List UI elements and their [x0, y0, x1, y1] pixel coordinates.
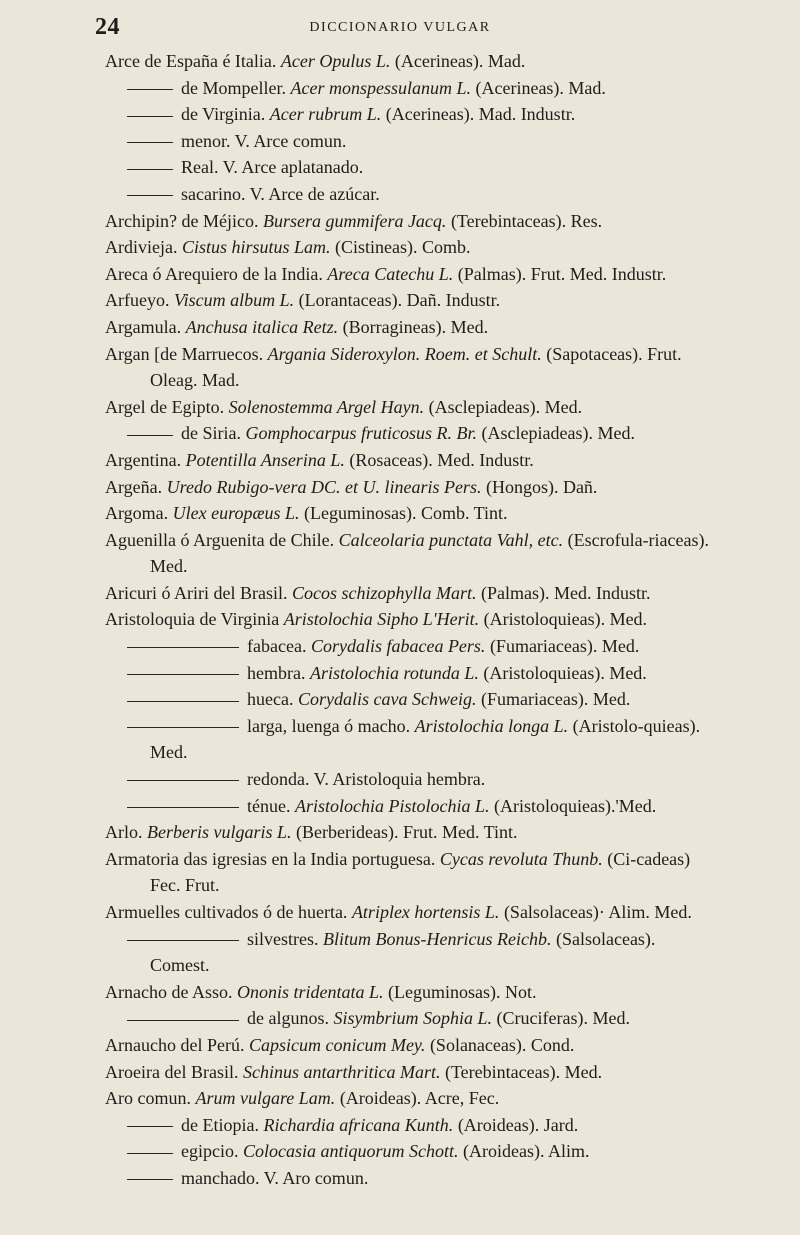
- common-name: Aristoloquia de Virginia: [105, 609, 280, 630]
- dictionary-entry: [105, 606, 718, 633]
- common-name: menor. V. Arce comun.: [181, 130, 347, 151]
- dictionary-entry: [105, 766, 718, 793]
- scientific-name: Aristolochia rotunda L.: [309, 662, 479, 683]
- common-name: Arfueyo.: [105, 290, 170, 311]
- common-name: Argeña.: [105, 476, 163, 497]
- dictionary-entry: [105, 154, 718, 181]
- dictionary-entry: [105, 1085, 718, 1112]
- common-name: Argentina.: [105, 449, 182, 470]
- common-name: de Siria.: [181, 423, 241, 444]
- common-name: fabacea.: [247, 636, 307, 657]
- common-name: redonda. V. Aristoloquia hembra.: [247, 769, 486, 790]
- entry-notes: (Aristoloquieas). Med.: [483, 609, 648, 630]
- common-name: de Virginia.: [181, 104, 266, 125]
- entry-list: [105, 48, 718, 1192]
- common-name: de algunos.: [247, 1008, 329, 1029]
- common-name: ténue.: [247, 795, 291, 816]
- scientific-name: Cocos schizophylla Mart.: [291, 582, 477, 603]
- dictionary-entry: [105, 314, 718, 341]
- common-name: Armatoria das igresias en la India portuguesa.: [105, 848, 436, 869]
- entry-notes: (Aroideas). Jard.: [457, 1114, 579, 1135]
- entry-notes: (Rosaceas). Med. Industr.: [349, 449, 534, 470]
- dictionary-entry: [105, 926, 718, 979]
- common-name: Aroeira del Brasil.: [105, 1061, 239, 1082]
- entry-notes: (Aristolo-quieas). Med.: [150, 715, 701, 763]
- ditto-dash: [127, 116, 173, 117]
- entry-notes: (Acerineas). Mad.: [394, 51, 526, 71]
- ditto-dash: [127, 1126, 173, 1127]
- entry-notes: (Cruciferas). Med.: [496, 1008, 630, 1029]
- dictionary-entry: [105, 1138, 718, 1165]
- common-name: larga, luenga ó macho.: [247, 715, 411, 736]
- ditto-dash: [127, 169, 173, 170]
- dictionary-entry: [105, 75, 718, 102]
- running-head: DICCIONARIO VULGAR: [309, 20, 491, 35]
- scientific-name: Ononis tridentata L.: [236, 981, 384, 1002]
- ditto-dash: [127, 142, 173, 143]
- scientific-name: Areca Catechu L.: [327, 263, 454, 284]
- common-name: de Mompeller.: [181, 77, 286, 98]
- dictionary-entry: [105, 447, 718, 474]
- scientific-name: Gomphocarpus fruticosus R. Br.: [245, 423, 478, 444]
- scientific-name: Potentilla Anserina L.: [185, 449, 345, 470]
- scientific-name: Aristolochia longa L.: [414, 715, 569, 736]
- scientific-name: Corydalis cava Schweig.: [297, 689, 477, 710]
- entry-notes: (Aristoloquieas).'Med.: [494, 795, 657, 816]
- dictionary-entry: [105, 181, 718, 208]
- dictionary-entry: [105, 633, 718, 660]
- scientific-name: Cistus hirsutus Lam.: [181, 237, 331, 258]
- scientific-name: Blitum Bonus-Henricus Reichb.: [323, 928, 552, 949]
- dictionary-entry: [105, 819, 718, 846]
- ditto-dash: [127, 940, 239, 941]
- entry-notes: (Leguminosas). Not.: [388, 981, 537, 1002]
- scientific-name: Argania Sideroxylon. Roem. et Schult.: [267, 343, 542, 364]
- dictionary-entry: [105, 1059, 718, 1086]
- entry-notes: (Cistineas). Comb.: [335, 237, 471, 258]
- dictionary-entry: [105, 474, 718, 501]
- common-name: Argamula.: [105, 316, 182, 337]
- entry-notes: (Ci-cadeas) Fec. Frut.: [150, 848, 691, 896]
- common-name: Arnaucho del Perú.: [105, 1034, 245, 1055]
- page-number: 24: [95, 14, 120, 40]
- dictionary-entry: [105, 394, 718, 421]
- ditto-dash: [127, 195, 173, 196]
- common-name: Arce de España é Italia.: [105, 51, 277, 71]
- scientific-name: Richardia africana Kunth.: [263, 1114, 454, 1135]
- common-name: Archipin? de Méjico.: [105, 210, 259, 231]
- common-name: Aricuri ó Ariri del Brasil.: [105, 582, 288, 603]
- common-name: Armuelles cultivados ó de huerta.: [105, 902, 348, 922]
- dictionary-entry: [105, 1112, 718, 1139]
- ditto-dash: [127, 1153, 173, 1154]
- entry-notes: (Acerineas). Mad. Industr.: [385, 104, 576, 125]
- scientific-name: Uredo Rubigo-vera DC. et U. linearis Pers.: [166, 476, 482, 497]
- scientific-name: Acer rubrum L.: [269, 104, 382, 125]
- entry-notes: (Fumariaceas). Med.: [480, 689, 631, 710]
- scientific-name: Schinus antarthritica Mart.: [242, 1061, 441, 1082]
- entry-notes: (Borragineas). Med.: [342, 316, 489, 337]
- dictionary-entry: [105, 580, 718, 607]
- entry-notes: (Asclepiadeas). Med.: [428, 396, 583, 417]
- dictionary-entry: [105, 261, 718, 288]
- scientific-name: Ulex europæus L.: [172, 503, 300, 524]
- dictionary-entry: [105, 287, 718, 314]
- common-name: sacarino. V. Arce de azúcar.: [181, 183, 380, 204]
- dictionary-entry: [105, 234, 718, 261]
- common-name: Ardivieja.: [105, 237, 178, 258]
- scientific-name: Arum vulgare Lam.: [195, 1088, 336, 1109]
- common-name: Argan [de Marruecos.: [105, 343, 264, 364]
- dictionary-entry: [105, 48, 718, 75]
- entry-notes: (Hongos). Dañ.: [485, 476, 598, 497]
- dictionary-entry: [105, 208, 718, 235]
- dictionary-entry: [105, 713, 718, 766]
- dictionary-entry: [105, 979, 718, 1006]
- scientific-name: Aristolochia Pistolochia L.: [294, 795, 490, 816]
- scientific-name: Bursera gummifera Jacq.: [262, 210, 447, 231]
- scientific-name: Acer Opulus L.: [280, 51, 391, 71]
- common-name: Aro comun.: [105, 1088, 191, 1109]
- entry-notes: (Berberideas). Frut. Med. Tint.: [296, 822, 518, 843]
- ditto-dash: [127, 435, 173, 436]
- entry-notes: (Escrofula-riaceas). Med.: [150, 529, 710, 577]
- entry-notes: (Aroideas). Acre, Fec.: [339, 1088, 500, 1109]
- entry-notes: (Fumariaceas). Med.: [489, 636, 640, 657]
- common-name: Real. V. Arce aplatanado.: [181, 157, 364, 178]
- entry-notes: (Terebintaceas). Med.: [444, 1061, 603, 1082]
- dictionary-entry: [105, 128, 718, 155]
- dictionary-entry: [105, 527, 718, 580]
- ditto-dash: [127, 89, 173, 90]
- scientific-name: Sisymbrium Sophia L.: [333, 1008, 492, 1029]
- entry-notes: (Aristoloquieas). Med.: [483, 662, 647, 683]
- entry-notes: (Lorantaceas). Dañ. Industr.: [298, 290, 501, 311]
- entry-notes: (Leguminosas). Comb. Tint.: [304, 503, 508, 524]
- common-name: egipcio.: [181, 1141, 239, 1162]
- dictionary-entry: [105, 1165, 718, 1192]
- entry-notes: (Palmas). Frut. Med. Industr.: [457, 263, 667, 284]
- scientific-name: Viscum album L.: [173, 290, 295, 311]
- common-name: Argoma.: [105, 503, 169, 524]
- dictionary-entry: [105, 101, 718, 128]
- ditto-dash: [127, 647, 239, 648]
- common-name: hueca.: [247, 689, 294, 710]
- dictionary-entry: [105, 1032, 718, 1059]
- common-name: de Etiopia.: [181, 1114, 259, 1135]
- dictionary-entry: [105, 1005, 718, 1032]
- entry-notes: (Aroideas). Alim.: [462, 1141, 590, 1162]
- scientific-name: Calceolaria punctata Vahl, etc.: [338, 529, 564, 550]
- dictionary-entry: [105, 793, 718, 820]
- common-name: Aguenilla ó Arguenita de Chile.: [105, 529, 335, 550]
- ditto-dash: [127, 674, 239, 675]
- common-name: Arnacho de Asso.: [105, 981, 233, 1002]
- scientific-name: Acer monspessulanum L.: [290, 77, 471, 98]
- dictionary-entry: [105, 500, 718, 527]
- scientific-name: Berberis vulgaris L.: [147, 822, 292, 843]
- dictionary-entry: [105, 899, 718, 926]
- ditto-dash: [127, 807, 239, 808]
- entry-notes: (Acerineas). Mad.: [475, 77, 606, 98]
- entry-notes: (Solanaceas). Cond.: [429, 1034, 575, 1055]
- scientific-name: Corydalis fabacea Pers.: [310, 636, 486, 657]
- ditto-dash: [127, 727, 239, 728]
- entry-notes: (Terebintaceas). Res.: [450, 210, 603, 231]
- scientific-name: Capsicum conicum Mey.: [248, 1034, 426, 1055]
- scientific-name: Anchusa italica Retz.: [185, 316, 339, 337]
- dictionary-entry: [105, 846, 718, 899]
- dictionary-entry: [105, 341, 718, 394]
- common-name: Areca ó Arequiero de la India.: [105, 263, 323, 284]
- ditto-dash: [127, 701, 239, 702]
- scientific-name: Atriplex hortensis L.: [351, 902, 500, 922]
- entry-notes: (Palmas). Med. Industr.: [480, 582, 651, 603]
- entry-notes: (Sapotaceas). Frut. Oleag. Mad.: [150, 343, 682, 391]
- scientific-name: Colocasia antiquorum Schott.: [242, 1141, 459, 1162]
- entry-notes: (Salsolaceas)· Alim. Med.: [503, 902, 692, 922]
- common-name: manchado. V. Aro comun.: [181, 1167, 369, 1188]
- scientific-name: Solenostemma Argel Hayn.: [228, 396, 425, 417]
- dictionary-entry: [105, 686, 718, 713]
- entry-notes: (Salsolaceas). Comest.: [150, 928, 656, 976]
- common-name: Argel de Egipto.: [105, 396, 225, 417]
- ditto-dash: [127, 780, 239, 781]
- ditto-dash: [127, 1020, 239, 1021]
- dictionary-entry: [105, 420, 718, 447]
- common-name: hembra.: [247, 662, 306, 683]
- scientific-name: Cycas revoluta Thunb.: [439, 848, 603, 869]
- common-name: Arlo.: [105, 822, 143, 843]
- scientific-name: Aristolochia Sipho L'Herit.: [283, 609, 480, 630]
- ditto-dash: [127, 1179, 173, 1180]
- entry-notes: (Asclepiadeas). Med.: [481, 423, 635, 444]
- dictionary-entry: [105, 660, 718, 687]
- common-name: silvestres.: [247, 928, 319, 949]
